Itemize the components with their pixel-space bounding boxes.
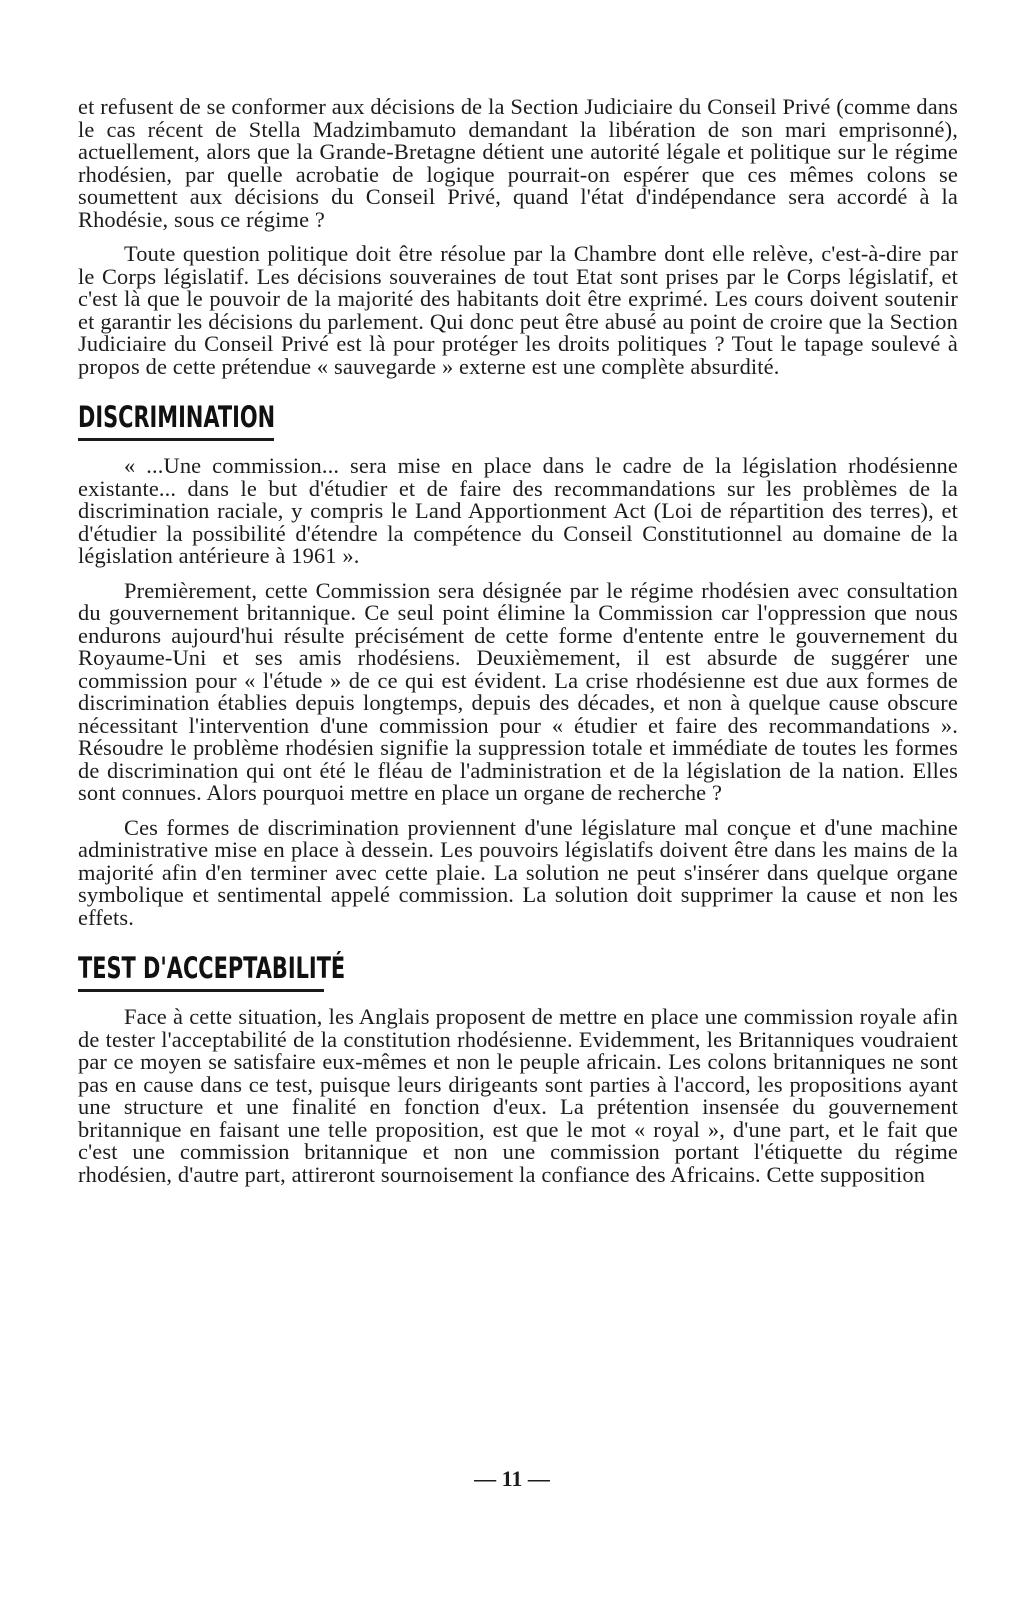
page-number: — 11 — xyxy=(474,1466,550,1491)
paragraph-political-question: Toute question politique doit être résolue par la Chambre dont elle relève, c'est-à-dire par le Corps législatif. Les décisions souveraines de tout Etat sont prises par le Corps législatif, et c'est là que le pouvoir de la majorité des habitants doit être exprimé. Les cours doivent soutenir et garantir les décisions du parlement. Qui donc peut être abusé au point de croire que la Section Judiciaire du Conseil Privé est là pour protéger les droits politiques ? Tout le tapage soulevé à propos de cette prétendue « sauvegarde » externe est une complète absurdité. xyxy=(78,241,958,379)
paragraph-royal-commission: Face à cette situation, les Anglais proposent de mettre en place une commission royale afin de tester l'acceptabilité de la constitution rhodésienne. Evidemment, les Britanniques voudraient par ce moyen se satisfaire eux-mêmes et non le peuple africain. Les colons britanniques ne sont pas en cause dans ce test, puisque leurs dirigeants sont parties à l'accord, les propositions ayant une structure et une finalité en fonction d'eux. La prétention insensée du gouvernement britannique en faisant une telle proposition, est que le mot « royal », d'une part, et le fait que c'est une commission britannique et non une commission portant l'étiquette du régime rhodésien, d'autre part, attireront sournoisement la confiance des Africains. Cette supposition xyxy=(78,1004,958,1187)
section-heading-test-acceptabilite: TEST D'ACCEPTABILITÉ xyxy=(78,951,346,985)
text-column xyxy=(78,96,958,1186)
paragraph-commission-quote: « ...Une commission... sera mise en place dans le cadre de la législation rhodésienne existante... dans le but d'étudier et de faire des recommandations sur les problèmes de la discrimination raciale, y compris le Land Apportionment Act (Loi de répartition des terres), et d'étudier la possibilité d'étendre la compétence du Conseil Constitutionnel au domaine de la législation antérieure à 1961 ». xyxy=(78,453,958,568)
paragraph-firstly: Premièrement, cette Commission sera désignée par le régime rhodésien avec consultation du gouvernement britannique. Ce seul point élimine la Commission car l'oppression que nous endurons aujourd'hui résulte précisément de cette forme d'entente entre le gouvernement du Royaume-Uni et ses amis rhodésiens. Deuxièmement, il est absurde de suggérer une commission pour « l'étude » de ce qui est évident. La crise rhodésienne est due aux formes de discrimination établies depuis longtemps, depuis des décades, et non à quelque cause obscure nécessitant l'intervention d'une commission pour « étudier et faire des recommandations ». Résoudre le problème rhodésien signifie la suppression totale et immédiate de toutes les formes de discrimination qui ont été le fléau de l'administration et de la législation de la nation. Elles sont connues. Alors pourquoi mettre en place un organe de recherche ? xyxy=(78,577,958,805)
section-header-discrimination xyxy=(78,400,958,441)
paragraph-continuation: et refusent de se conformer aux décisions de la Section Judiciaire du Conseil Privé (comme dans le cas récent de Stella Madzimbamuto demandant la libération de son mari emprisonné), actuellement, alors que la Grande-Bretagne détient une autorité légale et politique sur le régime rhodésien, par quelle acrobatie de logique pourrait-on espérer que ces mêmes colons se soumettent aux décisions du Conseil Privé, quand l'état d'indépendance sera accordé à la Rhodésie, sous ce régime ? xyxy=(78,94,958,232)
paragraph-forms-of-discrimination: Ces formes de discrimination proviennent d'une législature mal conçue et d'une machine administrative mise en place à dessein. Les pouvoirs législatifs doivent être dans les mains de la majorité afin d'en terminer avec cette plaie. La solution ne peut s'insérer dans quelque organe symbolique et sentimental appelé commission. La solution doit supprimer la cause et non les effets. xyxy=(78,814,958,930)
section-heading-discrimination: DISCRIMINATION xyxy=(78,400,276,434)
section-header-test xyxy=(78,951,958,992)
